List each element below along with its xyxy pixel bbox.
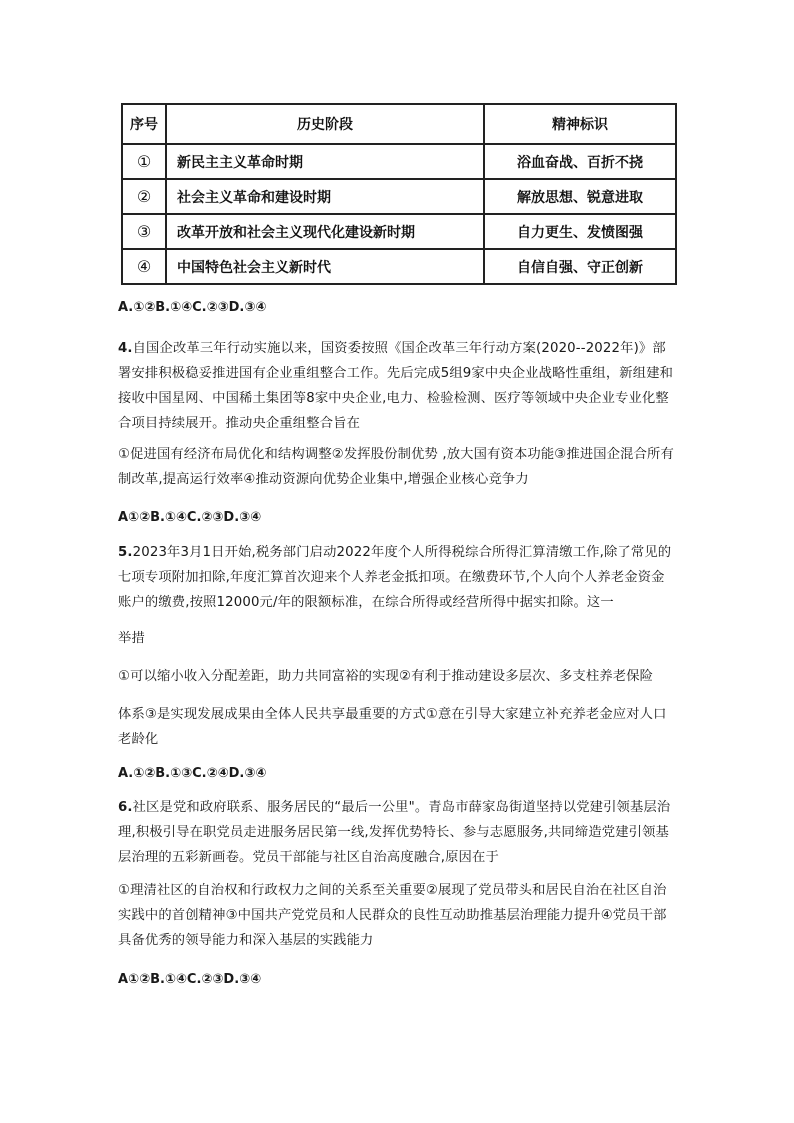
table-header-row <box>122 104 676 144</box>
q6-stem <box>118 795 678 870</box>
row-spirit: 自力更生、发愤图强 <box>484 214 676 249</box>
q6-stem-text: 社区是党和政府联系、服务居民的“最后一公里"。青岛市薛家岛街道坚持以党建引领基层治理,积极引导在职党员走进服务居民第一线,发挥优势特长、参与志愿服务,共同缔造党建引领基层治理的五彩新画卷。党员干部能与社区自治高度融合,原因在于 <box>118 800 671 865</box>
q4-choices: ①促进国有经济布局优化和结构调整②发挥股份制优势 ,放大国有资本功能③推进国企混合所有制改革,提高运行效率④推动资源向优势企业集中,增强企业核心竞争力 <box>118 447 674 487</box>
table-row <box>122 249 676 284</box>
q5-choices-line2: 体系③是实现发展成果由全体人民共享最重要的方式①意在引导大家建立补充养老金应对人口老龄化 <box>118 707 667 747</box>
header-stage: 历史阶段 <box>166 104 484 144</box>
header-number: 序号 <box>122 104 166 144</box>
q4-options: A①②B.①④C.②③D.③④ <box>118 510 262 525</box>
q6-choices: ①理清社区的自治权和行政权力之间的关系至关重要②展现了党员带头和居民自治在社区自治实践中的首创精神③中国共产党党员和人民群众的良性互动助推基层治理能力提升④党员干部具备优秀的领导能力和深入基层的实践能力 <box>118 883 667 948</box>
table-row <box>122 214 676 249</box>
q4-number: 4. <box>118 341 133 356</box>
q5-number: 5. <box>118 545 133 560</box>
q6-number: 6. <box>118 800 133 815</box>
row-number: ④ <box>122 249 166 284</box>
q5-stem-text: 2023年3月1日开始,税务部门启动2022年度个人所得税综合所得汇算清缴工作,除了常见的七项专项附加扣除,年度汇算首次迎来个人养老金抵扣项。在缴费环节,个人向个人养老金资金账户的缴费,按照12000元/年的限额标准，在综合所得或经营所得中据实扣除。这一 <box>118 545 672 610</box>
row-number: ② <box>122 179 166 214</box>
row-stage: 新民主主义革命时期 <box>166 144 484 179</box>
q5-choices-line1: ①可以缩小收入分配差距，助力共同富裕的实现②有利于推动建设多层次、多支柱养老保险 <box>118 669 654 684</box>
q5-options: A.①②B.①③C.②④D.③④ <box>118 766 267 781</box>
row-stage: 社会主义革命和建设时期 <box>166 179 484 214</box>
q3-options: A.①②B.①④C.②③D.③④ <box>118 300 267 315</box>
table-row <box>122 144 676 179</box>
row-number: ① <box>122 144 166 179</box>
q4-stem <box>118 336 678 436</box>
q6-options: A①②B.①④C.②③D.③④ <box>118 972 262 987</box>
table-row <box>122 179 676 214</box>
row-number: ③ <box>122 214 166 249</box>
q5-stem-tail: 举措 <box>118 631 145 646</box>
row-spirit: 自信自强、守正创新 <box>484 249 676 284</box>
header-spirit: 精神标识 <box>484 104 676 144</box>
row-stage: 中国特色社会主义新时代 <box>166 249 484 284</box>
row-spirit: 解放思想、锐意进取 <box>484 179 676 214</box>
q5-stem <box>118 540 678 615</box>
row-spirit: 浴血奋战、百折不挠 <box>484 144 676 179</box>
q4-stem-text: 自国企改革三年行动实施以来，国资委按照《国企改革三年行动方案(2020--2022年)》部署安排积极稳妥推进国有企业重组整合工作。先后完成5组9家中央企业战略性重组，新组建和接收中国星网、中国稀土集团等8家中央企业,电力、检验检测、医疗等领域中央企业专业化整合项目持续展开。推动央企重组整合旨在 <box>118 341 674 431</box>
row-stage: 改革开放和社会主义现代化建设新时期 <box>166 214 484 249</box>
history-spirit-table <box>121 103 677 285</box>
